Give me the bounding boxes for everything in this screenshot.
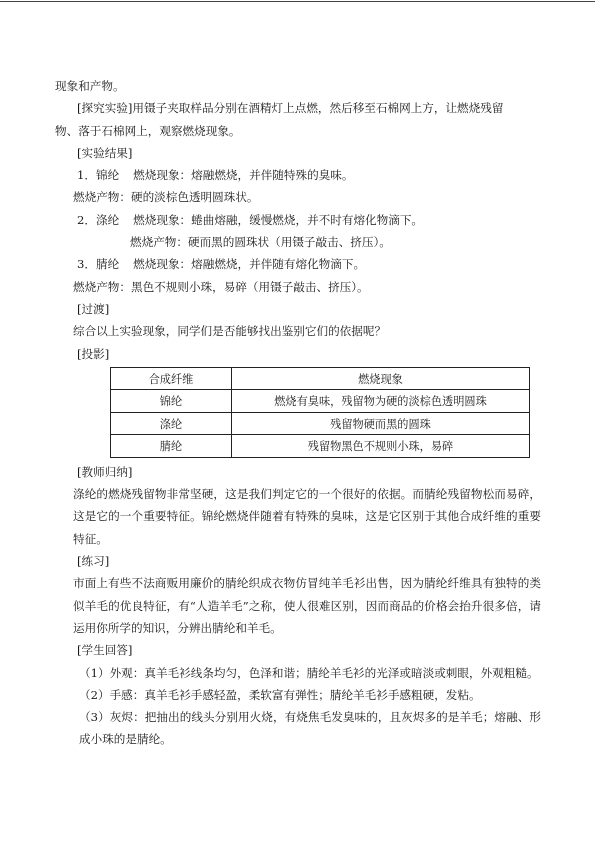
heading-transition: [过渡] bbox=[77, 301, 110, 316]
paragraph-practice: 市面上有些不法商贩用廉价的腈纶织成衣物仿冒纯羊毛衫出售，因为腈纶纤维具有独特的类似羊毛的优良特征，有“人造羊毛”之称，使人很难区别，因而商品的价格会抬升很多倍，请运用你所学的知识，分辨出腈纶和羊毛。 bbox=[73, 576, 541, 635]
line-result-tail: 现象和产物。 bbox=[55, 79, 125, 93]
paragraph-answer-appearance: （1）外观：真羊毛衫线条均匀，色泽和谐；腈纶羊毛衫的光泽或暗淡或刺眼，外观粗糙。 bbox=[79, 665, 539, 680]
text-polyester-phenomenon: 燃烧现象：蜷曲熔融，缓慢燃烧，并不时有熔化物滴下。 bbox=[133, 212, 424, 227]
heading-projection: [投影] bbox=[77, 346, 110, 361]
fiber-table bbox=[110, 367, 530, 458]
table-cell: 残留物黑色不规则小珠，易碎 bbox=[232, 435, 530, 458]
table-row bbox=[111, 412, 530, 435]
text-acrylic-phenomenon: 燃烧现象：熔融燃烧，并伴随有熔化物滴下。 bbox=[133, 257, 366, 272]
table-cell: 涤纶 bbox=[111, 412, 232, 435]
document-body bbox=[55, 75, 541, 751]
table-cell: 燃烧有臭味，残留物为硬的淡棕色透明圆珠 bbox=[232, 390, 530, 413]
table-row bbox=[111, 435, 530, 458]
line-question: 综合以上实验现象，同学们是否能够找出鉴别它们的依据呢？ bbox=[73, 324, 387, 339]
text-nylon-phenomenon: 燃烧现象：熔融燃烧，并伴随特殊的臭味。 bbox=[133, 168, 354, 183]
line-experiment-cont: 物、落于石棉网上，观察燃烧现象。 bbox=[55, 123, 241, 138]
paragraph-answer-touch: （2）手感：真羊毛衫手感轻盈，柔软富有弹性；腈纶羊毛衫手感粗硬，发粘。 bbox=[79, 687, 481, 702]
table-row bbox=[111, 390, 530, 413]
line-experiment: [探究实验]用镊子夹取样品分别在酒精灯上点燃，然后移至石棉网上方，让燃烧残留 bbox=[77, 101, 504, 116]
paragraph-answer-ash: （3）灰烬：把抽出的线头分别用火烧，有烧焦毛发臭味的，且灰烬多的是羊毛；熔融、形成小珠的是腈纶。 bbox=[79, 710, 541, 747]
heading-results: [实验结果] bbox=[77, 145, 133, 160]
table-cell: 残留物硬而黑的圆珠 bbox=[232, 412, 530, 435]
heading-student-answer: [学生回答] bbox=[77, 643, 133, 658]
line-acrylic-phenomenon bbox=[55, 253, 541, 275]
table-header-cell: 合成纤维 bbox=[111, 367, 232, 390]
line-acrylic-product: 燃烧产物：黑色不规则小珠，易碎（用镊子敲击、挤压）。 bbox=[73, 279, 369, 294]
heading-teacher-summary: [教师归纳] bbox=[77, 464, 133, 479]
table-header-row bbox=[111, 367, 530, 390]
table-header-cell: 燃烧现象 bbox=[232, 367, 530, 390]
table-cell: 锦纶 bbox=[111, 390, 232, 413]
heading-practice: [练习] bbox=[77, 554, 110, 569]
paragraph-teacher-summary: 涤纶的燃烧残留物非常坚硬，这是我们判定它的一个很好的依据。而腈纶残留物松而易碎，这是它的一个重要特征。锦纶燃烧伴随着有特殊的臭味，这是它区别于其他合成纤维的重要特征。 bbox=[73, 487, 541, 546]
line-polyester-phenomenon bbox=[55, 209, 541, 231]
line-nylon-product: 燃烧产物：硬的淡棕色透明圆珠状。 bbox=[73, 190, 259, 205]
label-acrylic: 3．腈纶 bbox=[77, 257, 120, 272]
line-polyester-product: 燃烧产物：硬而黑的圆珠状（用镊子敲击、挤压）。 bbox=[130, 235, 391, 250]
label-polyester: 2．涤纶 bbox=[77, 212, 120, 227]
line-nylon-phenomenon bbox=[55, 164, 541, 186]
table-cell: 腈纶 bbox=[111, 435, 232, 458]
header-rule bbox=[0, 1, 595, 2]
label-nylon: 1．锦纶 bbox=[77, 168, 120, 183]
